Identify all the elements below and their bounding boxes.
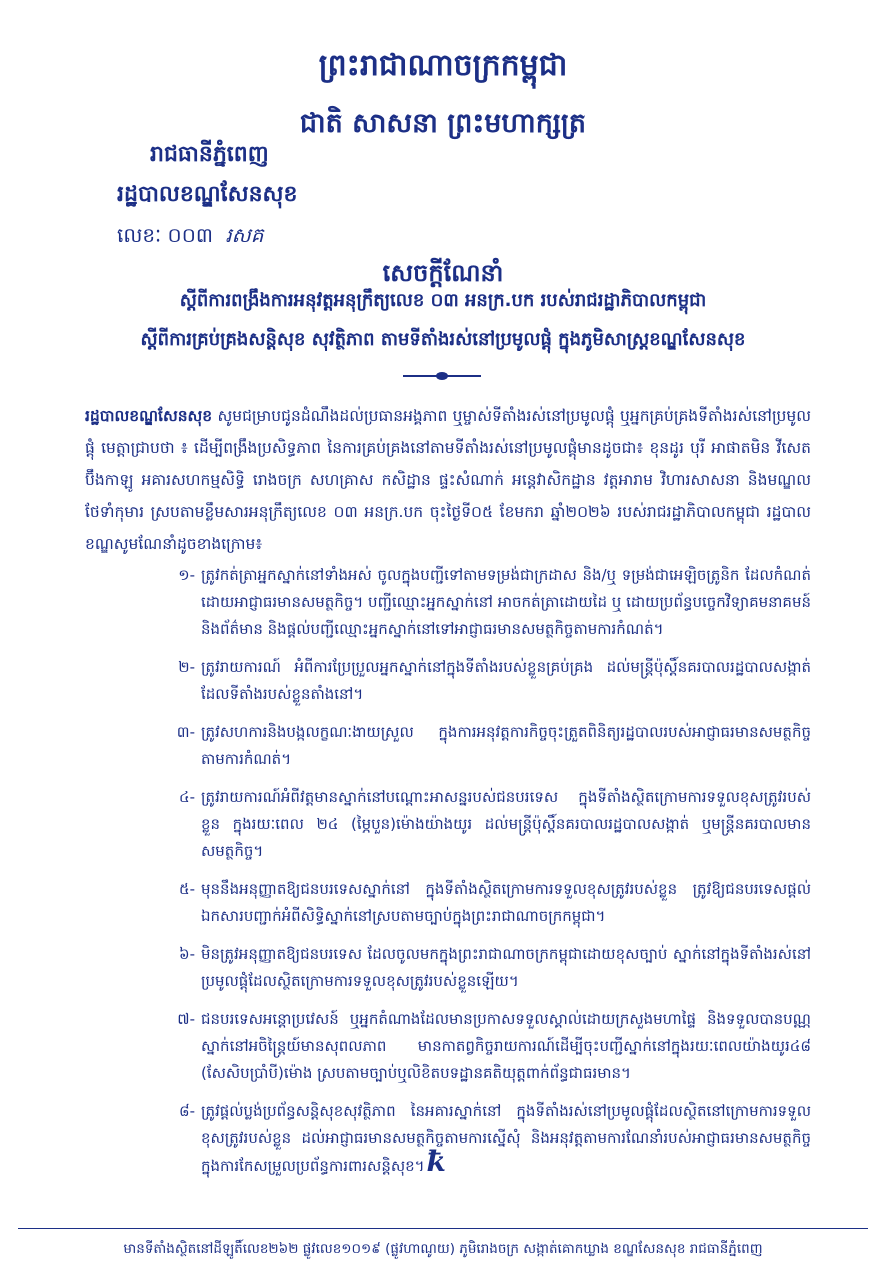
- item-text: ត្រូវកត់ត្រាអ្នកស្នាក់នៅទាំងអស់ ចូលក្នុងបញ្ជីទៅតាមទម្រង់ជាក្រដាស និង/ឬ ទម្រង់ជាអេឡិចត្រូនិក ដែលកំណត់ដោយអាជ្ញាធរមានសមត្ថកិច្ច។ បញ្ជីឈ្មោះអ្នកស្នាក់នៅ អាចកត់ត្រាដោយដៃ ឬ ដោយប្រព័ន្ធបច្ចេកវិទ្យាគមនាគមន៍ និងព័ត៌មាន និងផ្តល់បញ្ជីឈ្មោះអ្នកស្នាក់នៅទៅអាជ្ញាធរមានសមត្ថកិច្ចតាមការកំណត់។: [201, 566, 811, 638]
- document-subtitle-1: ស្តីពីការពង្រឹងការអនុវត្តអនុក្រឹត្យលេខ ០៣ អនក្រ.បក របស់រាជរដ្ឋាភិបាលកម្ពុជា: [179, 290, 707, 311]
- list-item: [85, 1098, 811, 1180]
- list-item: [85, 876, 811, 930]
- intro-paragraph: [85, 400, 811, 560]
- item-number: ២-: [178, 658, 195, 676]
- item-text: មុននឹងអនុញ្ញាតឱ្យជនបរទេសស្នាក់នៅ ក្នុងទីតាំងស្ថិតក្រោមការទទួលខុសត្រូវរបស់ខ្លួន ត្រូវឱ្យជនបរទេសផ្តល់ឯកសារបញ្ជាក់អំពីសិទ្ធិស្នាក់នៅស្របតាមច្បាប់ក្នុងព្រះរាជាណាចក្រកម្ពុជា។: [201, 880, 811, 925]
- intro-lead: រដ្ឋបាលខណ្ឌសែនសុខ: [85, 407, 213, 425]
- handwritten-initial: ꝁ: [426, 1145, 446, 1178]
- item-text: ត្រូវរាយការណ៍អំពីវត្តមានស្នាក់នៅបណ្ដោះអាសន្នរបស់ជនបរទេស ក្នុងទីតាំងស្ថិតក្រោមការទទួលខុសត្រូវរបស់ខ្លួន ក្នុងរយៈពេល ២៤ (ម្ភៃបួន)ម៉ោងយ៉ាងយូរ ដល់មន្ត្រីប៉ុស្តិ៍នគរបាលរដ្ឋបាលសង្កាត់ ឬមន្ត្រីនគរបាលមានសមត្ថកិច្ច។: [201, 788, 811, 860]
- item-number: ៣-: [176, 723, 195, 741]
- intro-body: សូមជម្រាបជូនដំណឹងដល់ប្រធានអង្គភាព ឬម្ចាស់ទីតាំងរស់នៅប្រមូលផ្តុំ ឬអ្នកគ្រប់គ្រងទីតាំងរស់នៅប្រមូលផ្តុំ មេត្តាជ្រាបថា ៖ ដើម្បីពង្រឹងប្រសិទ្ធភាព នៃការគ្រប់គ្រងនៅតាមទីតាំងរស់នៅប្រមូលផ្តុំមានដូចជា៖ ខុនដូរ បុរី អាផាតមិន វីសេត ប៊ឹងកាឡូ អគារសហកម្មសិទ្ធិ រោងចក្រ សហគ្រាស កសិដ្ឋាន ផ្ទះសំណាក់ អន្តេវាសិកដ្ឋាន វត្តអារាម វិហារសាសនា និងមណ្ឌលថែទាំកុមារ ស្របតាមខ្លឹមសារអនុក្រឹត្យលេខ ០៣ អនក្រ.បក ចុះថ្ងៃទី០៥ ខែមករា ឆ្នាំ២០២៦ របស់រាជរដ្ឋាភិបាលកម្ពុជា រដ្ឋបាលខណ្ឌសូមណែនាំដូចខាងក្រោម៖: [85, 407, 811, 553]
- item-number: ៤-: [178, 788, 195, 806]
- document-subtitle-2: ស្តីពីការគ្រប់គ្រងសន្តិសុខ សុវត្ថិភាព តាមទីតាំងរស់នៅប្រមូលផ្តុំ ក្នុងភូមិសាស្ត្រខណ្ឌសែនសុខ: [140, 329, 746, 350]
- footer-address: មានទីតាំងស្ថិតនៅដីឡូតិ៍លេខ២៦២ ផ្លូវលេខ១០១៩ (ផ្លូវហាណូយ) ភូមិរោងចក្រ សង្កាត់គោកឃ្លាង ខណ្ឌសែនសុខ រាជធានីភ្នំពេញ: [123, 1241, 763, 1257]
- list-item: [85, 654, 811, 708]
- item-text: ត្រូវសហការនិងបង្កលក្ខណៈងាយស្រួល ក្នុងការអនុវត្តការកិច្ចចុះត្រួតពិនិត្យរដ្ឋបាលរបស់អាជ្ញាធរមានសមត្ថកិច្ចតាមការកំណត់។: [201, 723, 811, 768]
- item-text: ជនបរទេសអន្តោប្រវេសន៍ ឬអ្នកតំណាងដែលមានប្រកាសទទួលស្គាល់ដោយក្រសួងមហាផ្ទៃ និងទទួលបានបណ្ណស្នាក់នៅអចិន្ត្រៃយ៍មានសុពលភាព មានកាតព្វកិច្ចរាយការណ៍ដើម្បីចុះបញ្ជីស្នាក់នៅក្នុងរយៈពេលយ៉ាងយូរ៤៨ (សែសិបប្រាំបី)ម៉ោង ស្របតាមច្បាប់ឬលិខិតបទដ្ឋានគតិយុត្តពាក់ព័ន្ធជាធរមាន។: [201, 1010, 811, 1082]
- item-text-body: ត្រូវផ្តល់ប្លង់ប្រព័ន្ធសន្តិសុខសុវត្ថិភាព នៃអគារស្នាក់នៅ ក្នុងទីតាំងរស់នៅប្រមូលផ្តុំដែលស្ថិតនៅក្រោមការទទួលខុសត្រូវរបស់ខ្លួន ដល់អាជ្ញាធរមានសមត្ថកិច្ចតាមការស្នើសុំ និងអនុវត្តតាមការណែនាំរបស់អាជ្ញាធរមានសមត្ថកិច្ច ក្នុងការកែសម្រួលប្រព័ន្ធការពារសន្តិសុខ។: [201, 1102, 811, 1175]
- item-number: ៦-: [178, 945, 195, 963]
- list-item: [85, 562, 811, 643]
- reference-number: [117, 222, 263, 252]
- item-text: មិនត្រូវអនុញ្ញាតឱ្យជនបរទេស ដែលចូលមកក្នុងព្រះរាជាណាចក្រកម្ពុជាដោយខុសច្បាប់ ស្នាក់នៅក្នុងទីតាំងរស់នៅប្រមូលផ្តុំដែលស្ថិតក្រោមការទទួលខុសត្រូវរបស់ខ្លួនឡើយ។: [201, 945, 811, 990]
- district-administration: រដ្ឋបាលខណ្ឌសែនសុខ: [117, 182, 298, 207]
- item-number: ៥-: [178, 880, 195, 898]
- item-text: ត្រូវរាយការណ៍ អំពីការប្រែប្រួលអ្នកស្នាក់នៅក្នុងទីតាំងរបស់ខ្លួនគ្រប់គ្រង ដល់មន្ត្រីប៉ុស្តិ៍នគរបាលរដ្ឋបាលសង្កាត់ដែលទីតាំងរបស់ខ្លួនតាំងនៅ។: [201, 658, 811, 703]
- list-item: [85, 941, 811, 995]
- list-item: [85, 719, 811, 773]
- item-number: ៧-: [177, 1010, 195, 1028]
- city-name: រាជធានីភ្នំពេញ: [150, 142, 269, 167]
- kingdom-heading: ព្រះរាជាណាចក្រកម្ពុជា: [318, 48, 568, 83]
- reference-label: លេខៈ ០០៣: [117, 223, 213, 247]
- reference-code: រសគ: [225, 223, 264, 247]
- list-item: [85, 1006, 811, 1087]
- item-number: ៨-: [178, 1102, 195, 1120]
- ornament-divider: [403, 375, 481, 377]
- list-item: [85, 784, 811, 865]
- item-text: [201, 1098, 811, 1180]
- footer-rule: [18, 1228, 868, 1229]
- instruction-list: [85, 562, 811, 1191]
- nation-motto: ជាតិ សាសនា ព្រះមហាក្សត្រ: [299, 108, 587, 139]
- document-title: សេចក្តីណែនាំ: [382, 259, 504, 287]
- item-number: ១-: [178, 566, 195, 584]
